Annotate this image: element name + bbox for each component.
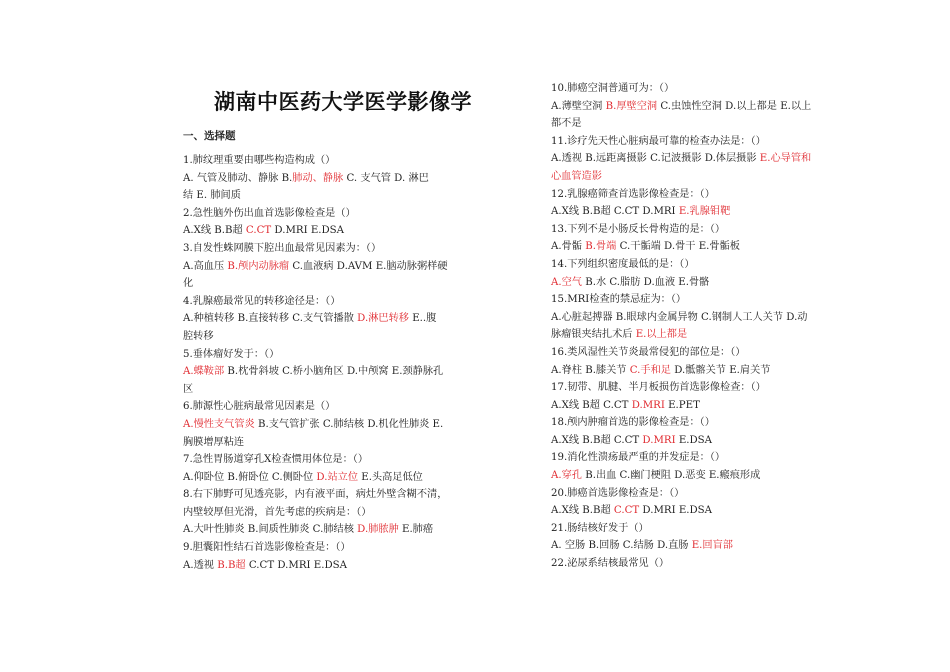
question-text: A.种植转移 B.直接转移 C.支气管播散 xyxy=(183,313,358,325)
text-line xyxy=(551,115,867,133)
text-line xyxy=(183,469,503,487)
question-text: 17.韧带、肌腱、半月板损伤首选影像检查：（） xyxy=(551,382,766,394)
question-text: 10.肺癌空洞普通可为：（） xyxy=(551,83,675,94)
text-line xyxy=(551,326,867,344)
question-text: 区 xyxy=(183,383,194,395)
question-text: 6.肺源性心脏病最常见因素是（） xyxy=(183,401,336,413)
answer-text: D.MRI xyxy=(631,399,665,411)
question-text: 化 xyxy=(183,278,194,290)
question-text: A.心脏起搏器 B.眼球内金属异物 C.钢制人工人关节 D.动 xyxy=(551,311,808,323)
question-text: 4.乳腺癌最常见的转移途径是：（） xyxy=(183,295,341,307)
question-text: A.透视 B.远距离摄影 C.记波摄影 D.体层摄影 xyxy=(551,153,760,165)
question-text: 腔转移 xyxy=(183,330,214,342)
question-text: 20.肺癌首选影像检查是：（） xyxy=(551,487,685,499)
question-text: 15.MRI检查的禁忌症为：（） xyxy=(551,294,687,306)
question-text: B.出血 C.幽门梗阻 D.恶变 E.瘢痕形成 xyxy=(581,470,761,482)
question-text: A.仰卧位 B.俯卧位 C.侧卧位 xyxy=(183,471,317,483)
question-text: E.PET xyxy=(664,399,700,411)
text-line xyxy=(551,203,867,221)
question-text: 14.下列组织密度最低的是：（） xyxy=(551,258,695,270)
text-line xyxy=(551,221,867,239)
question-text: 11.诊疗先天性心脏病最可靠的检查办法是：（） xyxy=(551,135,766,147)
question-text: 都不是 xyxy=(551,118,582,130)
text-line xyxy=(183,504,503,522)
question-text: 22.泌尿系结核最常见（） xyxy=(551,558,670,570)
question-text: E.肺癌 xyxy=(398,524,434,536)
text-line xyxy=(183,521,503,539)
answer-text: D.MRI xyxy=(642,434,676,446)
question-text: A.大叶性肺炎 B.间质性肺炎 C.肺结核 xyxy=(183,524,358,536)
text-line xyxy=(551,449,867,467)
question-text: 内壁较厚但光滑，首先考虑的疾病是：（） xyxy=(183,506,372,518)
question-text: 13.下列不是小肠反长骨构造的是：（） xyxy=(551,223,726,235)
text-line xyxy=(183,328,503,346)
question-text: E.头高足低位 xyxy=(358,471,423,483)
question-text: C.虫蚀性空洞 D.以上都是 E.以上 xyxy=(657,100,812,112)
question-text: 18.颅内肿瘤首选的影像检查是：（） xyxy=(551,417,715,429)
question-text: 1.肺纹理重要由哪些构造构成（） xyxy=(183,155,336,166)
text-line xyxy=(183,486,503,504)
question-text: 5.垂体瘤好发于：（） xyxy=(183,348,280,360)
text-line xyxy=(551,133,867,151)
text-line xyxy=(551,291,867,309)
answer-text: E.以上都是 xyxy=(635,329,688,341)
text-line xyxy=(183,381,503,399)
question-text: C. 支气管 D. 淋巴 xyxy=(343,172,429,184)
text-line xyxy=(551,555,867,573)
question-text: E.DSA xyxy=(675,434,713,446)
text-line xyxy=(551,537,867,555)
answer-text: B.骨端 xyxy=(585,241,617,253)
text-line xyxy=(183,434,503,452)
answer-text: C.CT xyxy=(613,505,640,517)
text-line xyxy=(551,520,867,538)
question-text: 脉瘤银夹结扎术后 xyxy=(551,329,636,341)
left-column xyxy=(183,152,503,574)
question-text: C.血液病 D.AVM E.脑动脉粥样硬 xyxy=(289,260,448,272)
text-line xyxy=(183,275,503,293)
text-line xyxy=(183,416,503,434)
question-text: A. 气管及肺动、静脉 B. xyxy=(183,172,293,184)
answer-text: E.心导管和 xyxy=(759,153,812,165)
answer-text: E.乳腺钼靶 xyxy=(678,206,731,218)
answer-text: A.穿孔 xyxy=(551,470,582,482)
answer-text: B.B超 xyxy=(217,559,246,571)
text-line xyxy=(551,274,867,292)
text-line xyxy=(183,240,503,258)
answer-text: B.颅内动脉瘤 xyxy=(227,260,290,272)
text-line xyxy=(183,557,503,575)
question-text: A.透视 xyxy=(183,559,218,571)
question-text: D.骶髂关节 E.肩关节 xyxy=(670,364,771,376)
text-line xyxy=(551,502,867,520)
question-text: A.X线 B.B超 xyxy=(183,225,246,237)
text-line xyxy=(183,222,503,240)
question-text: D.MRI E.DSA xyxy=(271,225,345,237)
answer-text: D.肺脓肿 xyxy=(357,524,399,536)
text-line xyxy=(183,451,503,469)
text-line xyxy=(551,238,867,256)
question-text: C.CT D.MRI E.DSA xyxy=(245,559,347,571)
question-text: A.薄壁空洞 xyxy=(551,100,606,112)
text-line xyxy=(183,152,503,170)
question-text: 2.急性脑外伤出血首选影像检查是（） xyxy=(183,207,356,219)
question-text: B.支气管扩张 C.肺结核 D.机化性肺炎 E. xyxy=(254,418,444,430)
question-text: C.干骺端 D.骨干 E.骨骺板 xyxy=(616,241,740,253)
text-line xyxy=(183,170,503,188)
text-line xyxy=(183,346,503,364)
answer-text: 肺动、静脉 xyxy=(292,172,344,184)
text-line xyxy=(183,205,503,223)
answer-text: A.蝶鞍部 xyxy=(183,366,225,378)
question-text: D.MRI E.DSA xyxy=(639,505,713,517)
right-column xyxy=(551,80,867,573)
answer-text: C.CT xyxy=(245,225,272,237)
question-text: 3.自发性蛛网膜下腔出血最常见因素为：（） xyxy=(183,242,382,254)
page-title: 湖南中医药大学医学影像学 xyxy=(214,90,472,114)
question-text: 16.类风湿性关节炎最常侵犯的部位是：（） xyxy=(551,346,746,358)
text-line xyxy=(183,258,503,276)
answer-text: A.空气 xyxy=(551,276,582,288)
text-line xyxy=(551,362,867,380)
text-line xyxy=(551,432,867,450)
answer-text: C.手和足 xyxy=(629,364,671,376)
text-line xyxy=(551,379,867,397)
text-line xyxy=(551,98,867,116)
question-text: A.X线 B超 C.CT xyxy=(551,399,632,411)
text-line xyxy=(551,150,867,168)
text-line xyxy=(551,256,867,274)
question-text: A.骨骺 xyxy=(551,241,586,253)
text-line xyxy=(551,309,867,327)
text-line xyxy=(551,344,867,362)
question-text: 8.右下肺野可见透亮影，内有液平面，病灶外壁含糊不清， xyxy=(183,489,448,501)
text-line xyxy=(551,467,867,485)
question-text: 结 E. 肺间质 xyxy=(183,190,241,202)
question-text: A. 空肠 B.回肠 C.结肠 D.直肠 xyxy=(551,540,692,552)
text-line xyxy=(183,398,503,416)
question-text: 21.肠结核好发于（） xyxy=(551,522,649,534)
text-line xyxy=(183,310,503,328)
answer-text: B.厚壁空洞 xyxy=(605,100,658,112)
question-text: A.X线 B.B超 C.CT xyxy=(551,434,643,446)
text-line xyxy=(551,485,867,503)
text-line xyxy=(551,414,867,432)
question-text: 7.急性胃肠道穿孔X检查惯用体位是：（） xyxy=(183,454,369,466)
question-text: B.水 C.脂肪 D.血液 E.骨骼 xyxy=(581,276,710,288)
text-line xyxy=(183,187,503,205)
text-line xyxy=(183,539,503,557)
answer-text: 心血管造影 xyxy=(551,170,602,182)
question-text: A.X线 B.B超 xyxy=(551,505,614,517)
answer-text: D.淋巴转移 xyxy=(357,313,409,325)
question-text: 19.消化性溃疡最严重的并发症是：（） xyxy=(551,452,726,464)
question-text: E..腹 xyxy=(408,313,437,325)
question-text: A.X线 B.B超 C.CT D.MRI xyxy=(551,206,679,218)
question-text: B.枕骨斜坡 C.桥小脑角区 D.中颅窝 E.颈静脉孔 xyxy=(224,366,444,378)
text-line xyxy=(551,397,867,415)
text-line xyxy=(183,293,503,311)
text-line xyxy=(551,168,867,186)
answer-text: D.站立位 xyxy=(316,471,359,483)
question-text: 12.乳腺癌筛查首选影像检查是：（） xyxy=(551,188,715,200)
question-text: 9.胆囊阳性结石首选影像检查是：（） xyxy=(183,542,351,554)
answer-text: A.慢性支气管炎 xyxy=(183,418,255,430)
question-text: 胸膜增厚粘连 xyxy=(183,436,245,448)
text-line xyxy=(551,186,867,204)
section-heading: 一、选择题 xyxy=(183,130,236,142)
text-line xyxy=(183,363,503,381)
answer-text: E.回盲部 xyxy=(691,540,733,552)
question-text: A.脊柱 B.膝关节 xyxy=(551,364,630,376)
question-text: A.高血压 xyxy=(183,260,228,272)
text-line xyxy=(551,80,867,98)
